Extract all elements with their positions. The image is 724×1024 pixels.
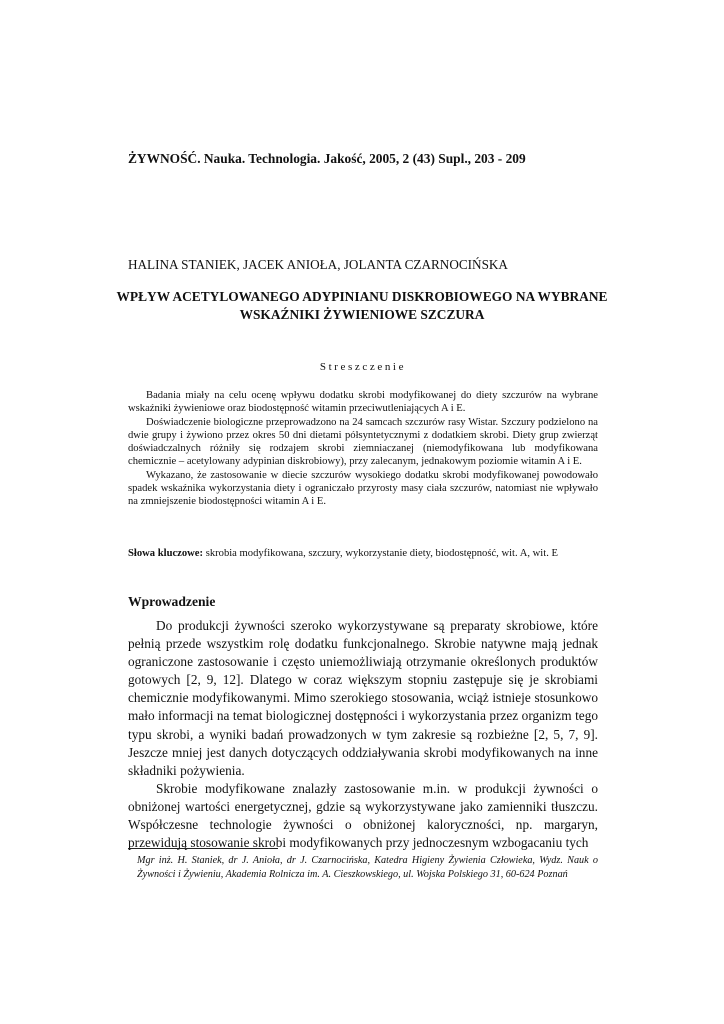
body-paragraph: Skrobie modyfikowane znalazły zastosowanie m.in. w produkcji żywności o obniżonej wartości energetycznej, gdzie są wykorzystywane jako zamienniki tłuszczu. Współczesne technologie żywności o obniżonej kaloryczności, np. margaryn, przewidują stosowanie skrobi modyfikowanych przy jednoczesnym wzbogacaniu tych [128, 780, 598, 851]
keywords [128, 547, 598, 560]
abstract-paragraph: Wykazano, że zastosowanie w diecie szczurów wysokiego dodatku skrobi modyfikowanej powodowało spadek wskaźnika wykorzystania diety i ograniczało przyrosty masy ciała szczurów, natomiast nie wpływało na zmniejszenie biodostępności witamin A i E. [128, 469, 598, 508]
abstract-paragraph: Doświadczenie biologiczne przeprowadzono na 24 samcach szczurów rasy Wistar. Szczury podzielono na dwie grupy i żywiono przez okres 50 dni dietami półsyntetycznymi z dodatkiem skrobi. Diety grup zwierząt doświadczalnych różniły się rodzajem skrobi ziemniaczanej (niemodyfikowana lub modyfikowana chemicznie – acetylowany adypinian diskrobiowy), przy zalecanym, jednakowym poziomie witamin A i E. [128, 416, 598, 468]
section-heading-introduction: Wprowadzenie [128, 594, 216, 609]
keywords-label: Słowa kluczowe: [128, 548, 204, 559]
keywords-text: skrobia modyfikowana, szczury, wykorzystanie diety, biodostępność, wit. A, wit. E [203, 548, 558, 559]
abstract-heading: Streszczenie [319, 361, 407, 373]
abstract [128, 389, 598, 509]
article-title: WPŁYW ACETYLOWANEGO ADYPINIANU DISKROBIOWEGO NA WYBRANE WSKAŹNIKI ŻYWIENIOWE SZCZURA [116, 289, 608, 322]
author-affiliation-footnote: Mgr inż. H. Staniek, dr J. Anioła, dr J. Czarnocińska, Katedra Higieny Żywienia Człowieka, Wydz. Nauk o Żywności i Żywieniu, Akademia Rolnicza im. A. Cieszkowskiego, ul. Wojska Polskiego 31, 60-624 Poznań [137, 855, 598, 880]
footnote-divider [128, 848, 278, 849]
abstract-paragraph: Badania miały na celu ocenę wpływu dodatku skrobi modyfikowanej do diety szczurów na wybrane wskaźniki żywieniowe oraz biodostępność witamin przeciwutleniających A i E. [128, 390, 598, 415]
body-paragraph: Do produkcji żywności szeroko wykorzystywane są preparaty skrobiowe, które pełnią przede wszystkim rolę dodatku funkcjonalnego. Skrobie natywne mają jednak ograniczone zastosowanie i często uniemożliwiają otrzymanie określonych produktów gotowych [2, 9, 12]. Dlatego w coraz większym stopniu zastępuje się je skrobiami chemicznie modyfikowanymi. Mimo szerokiego stosowania, wciąż istnieje stosunkowo mało informacji na temat biologicznej dostępności i wykorzystania przez organizm tego typu skrobi, a wyniki badań prowadzonych w tym zakresie są rozbieżne [2, 5, 7, 9]. Jeszcze mniej jest danych dotyczących oddziaływania skrobi modyfikowanych na inne składniki pożywienia. [128, 618, 598, 778]
article-authors: HALINA STANIEK, JACEK ANIOŁA, JOLANTA CZARNOCIŃSKA [128, 257, 508, 272]
introduction-body [128, 617, 598, 852]
journal-header: ŻYWNOŚĆ. Nauka. Technologia. Jakość, 2005, 2 (43) Supl., 203 - 209 [128, 151, 526, 166]
